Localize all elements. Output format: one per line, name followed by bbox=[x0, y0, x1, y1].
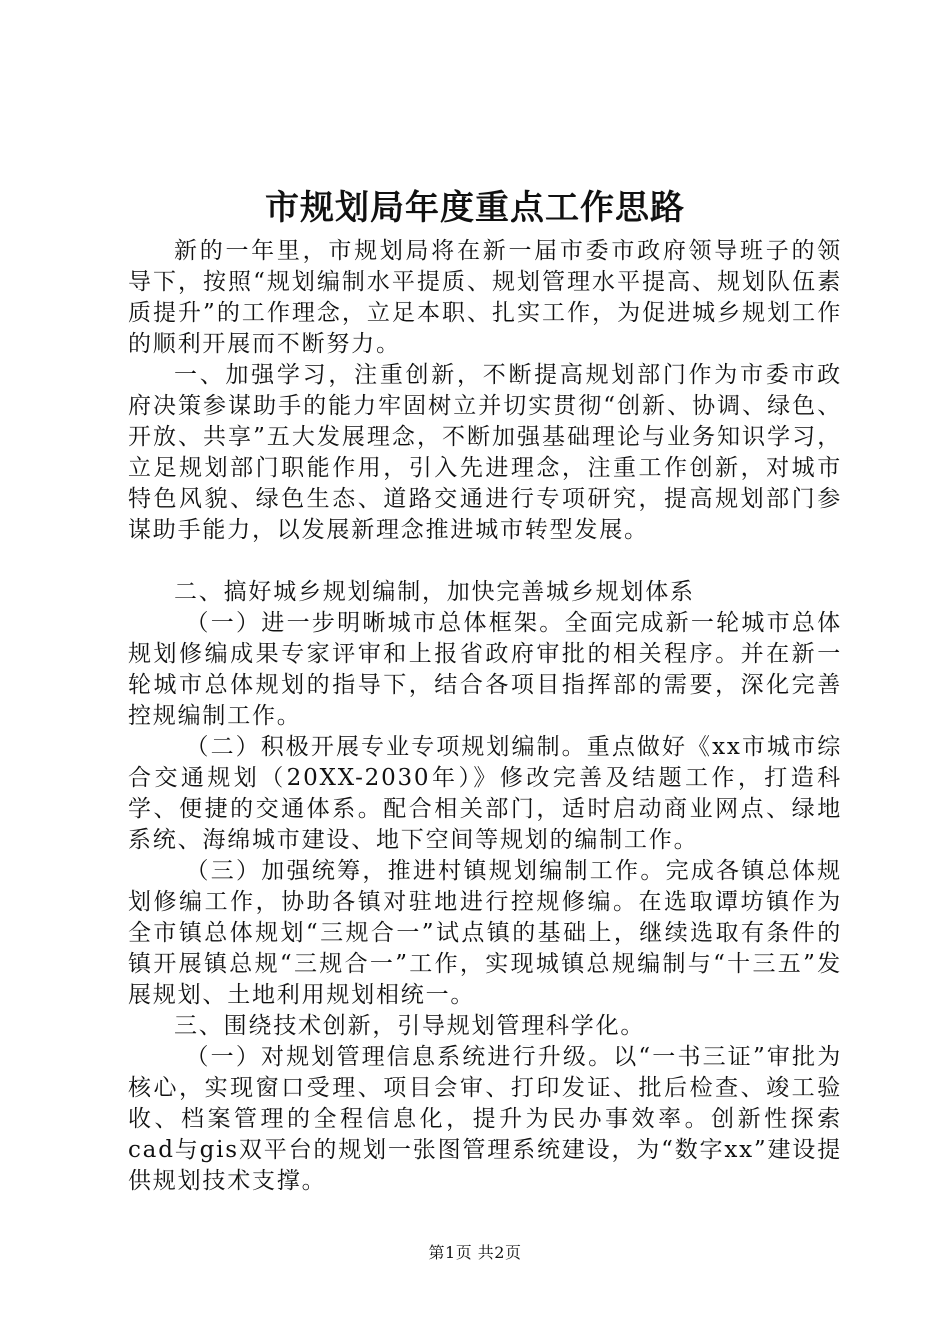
document-title: 市规划局年度重点工作思路 bbox=[265, 188, 685, 228]
paragraph-section-2-item-1: （一）进一步明晰城市总体框架。全面完成新一轮城市总体规划修编成果专家评审和上报省政府审批的相关程序。并在新一轮城市总体规划的指导下，结合各项目指挥部的需要，深化完善控规编制工作。 bbox=[128, 610, 842, 729]
document-body bbox=[128, 236, 842, 1197]
heading-section-3: 三、围绕技术创新，引导规划管理科学化。 bbox=[174, 1013, 646, 1039]
heading-section-2: 二、搞好城乡规划编制，加快完善城乡规划体系 bbox=[174, 579, 695, 605]
page-number: 第1页 共2页 bbox=[428, 1243, 522, 1262]
paragraph-section-2-item-3: （三）加强统筹，推进村镇规划编制工作。完成各镇总体规划修编工作，协助各镇对驻地进行控规修编。在选取谭坊镇作为全市镇总体规划“三规合一”试点镇的基础上，继续选取有条件的镇开展镇总规“三规合一”工作，实现城镇总规编制与“十三五”发展规划、土地利用规划相统一。 bbox=[128, 858, 842, 1008]
paragraph-intro: 新的一年里，市规划局将在新一届市委市政府领导班子的领导下，按照“规划编制水平提质、规划管理水平提高、规划队伍素质提升”的工作理念，立足本职、扎实工作，为促进城乡规划工作的顺利开展而不断努力。 bbox=[128, 238, 842, 357]
paragraph-section-3-item-1: （一）对规划管理信息系统进行升级。以“一书三证”审批为核心，实现窗口受理、项目会审、打印发证、批后检查、竣工验收、档案管理的全程信息化，提升为民办事效率。创新性探索cad与gis双平台的规划一张图管理系统建设，为“数字xx”建设提供规划技术支撑。 bbox=[128, 1044, 842, 1194]
paragraph-section-2-item-2: （二）积极开展专业专项规划编制。重点做好《xx市城市综合交通规划（20XX-2030年）》修改完善及结题工作，打造科学、便捷的交通体系。配合相关部门，适时启动商业网点、绿地系统、海绵城市建设、地下空间等规划的编制工作。 bbox=[128, 734, 842, 853]
paragraph-section-1: 一、加强学习，注重创新，不断提高规划部门作为市委市政府决策参谋助手的能力牢固树立并切实贯彻“创新、协调、绿色、开放、共享”五大发展理念，不断加强基础理论与业务知识学习，立足规划部门职能作用，引入先进理念，注重工作创新，对城市特色风貌、绿色生态、道路交通进行专项研究，提高规划部门参谋助手能力，以发展新理念推进城市转型发展。 bbox=[128, 362, 842, 543]
